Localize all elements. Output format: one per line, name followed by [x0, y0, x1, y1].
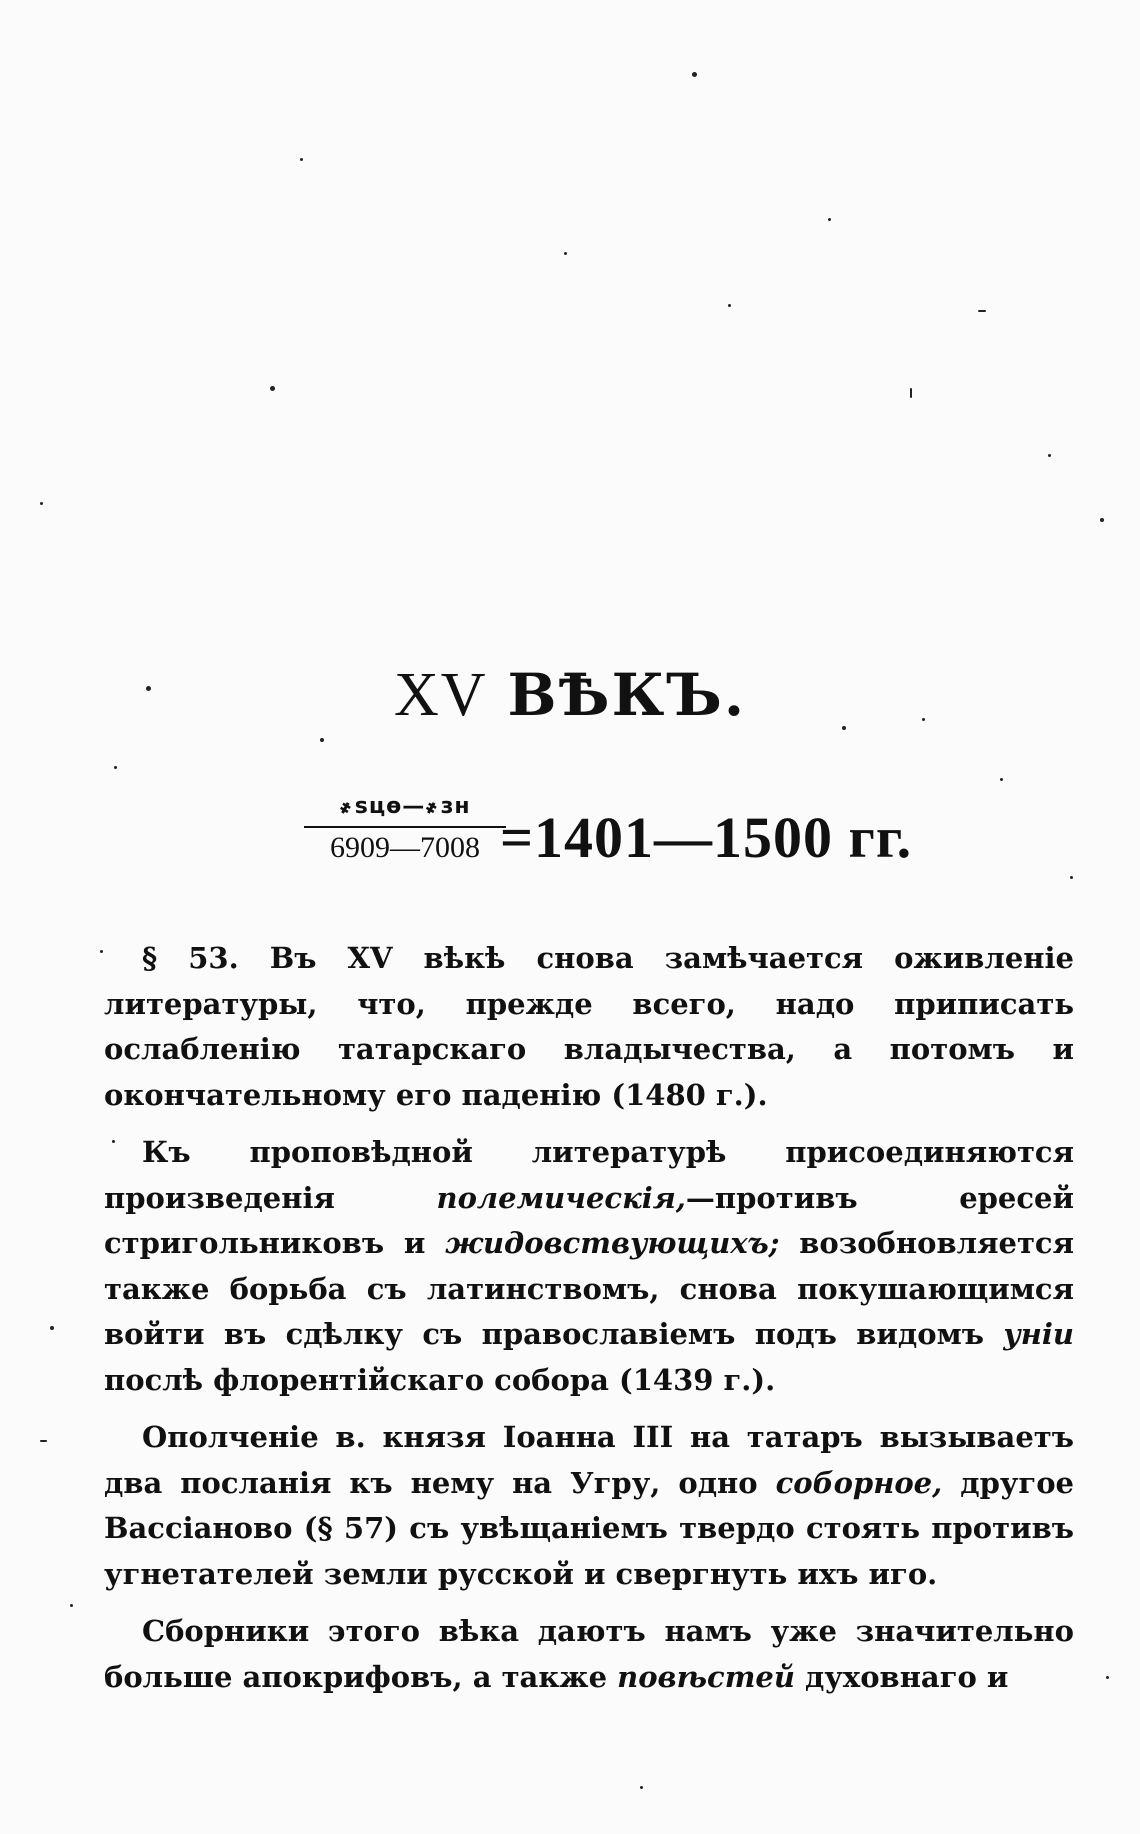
century-numeral: XV [393, 661, 488, 729]
speck [300, 158, 303, 161]
body-text [104, 936, 1074, 1712]
century-heading [0, 660, 1140, 731]
text-run: Къ проповѣдной литературѣ присоединяются произведенія [104, 1135, 1074, 1215]
text-run: духовнаго и [794, 1659, 1009, 1694]
common-era-years: =1401—1500 гг. [500, 805, 913, 870]
speck [640, 1786, 643, 1789]
speck [1048, 454, 1051, 457]
speck [564, 252, 567, 255]
speck [40, 1440, 47, 1442]
year-fraction [300, 790, 510, 868]
speck [1000, 778, 1003, 781]
speck [320, 738, 324, 742]
speck [1106, 1676, 1109, 1679]
speck [910, 388, 912, 398]
date-range [300, 790, 940, 910]
italic-phrase: уніи [1003, 1317, 1074, 1351]
speck [114, 766, 117, 769]
speck [100, 950, 103, 953]
italic-phrase: соборное, [775, 1465, 943, 1500]
speck [50, 1326, 54, 1330]
text-run: возобновляется также борьба съ латинствомъ, снова покушающимся войти въ сдѣлку съ православіемъ подъ видомъ [104, 1226, 1074, 1351]
speck [1100, 518, 1104, 522]
text-run: § 53. Въ XV вѣкѣ снова замѣчается оживленіе литературы, что, прежде всего, надо приписать ослабленію татарскаго владычества, а потомъ и окончательному его паденію (1480 г.). [104, 941, 1074, 1112]
paragraph [104, 936, 1074, 1118]
italic-phrase: полемическія, [436, 1180, 686, 1215]
arabic-years: 6909—7008 [330, 831, 480, 864]
text-run: —противъ ересей стригольниковъ и [104, 1180, 1074, 1260]
speck [70, 1604, 73, 1607]
paragraph [104, 1130, 1074, 1403]
speck [1070, 876, 1073, 879]
speck [40, 502, 43, 505]
paragraph [104, 1609, 1074, 1700]
speck [692, 72, 697, 77]
text-run: послѣ флорентійскаго собора (1439 г.). [104, 1362, 776, 1397]
speck [828, 218, 831, 221]
italic-phrase: повѣстей [617, 1659, 795, 1694]
speck [270, 386, 275, 391]
speck [978, 310, 986, 312]
text-run: Ополченіе в. князя Іоанна III на татаръ вызываетъ два посланія къ нему на Угру, одно [104, 1420, 1074, 1500]
century-word: ВѢКЪ. [507, 661, 747, 729]
text-run: другое Вассіаново (§ 57) съ увѣщаніемъ твердо стоять противъ угнетателей земли русской и свергнуть ихъ иго. [104, 1465, 1074, 1591]
italic-phrase: жидовствующихъ; [445, 1226, 780, 1260]
speck [728, 304, 731, 307]
paragraph [104, 1415, 1074, 1597]
slavonic-years: ҂ѕцѳ—҂зн [339, 794, 471, 819]
text-run: Сборники этого вѣка даютъ намъ уже значительно больше апокрифовъ, а также [104, 1614, 1074, 1694]
